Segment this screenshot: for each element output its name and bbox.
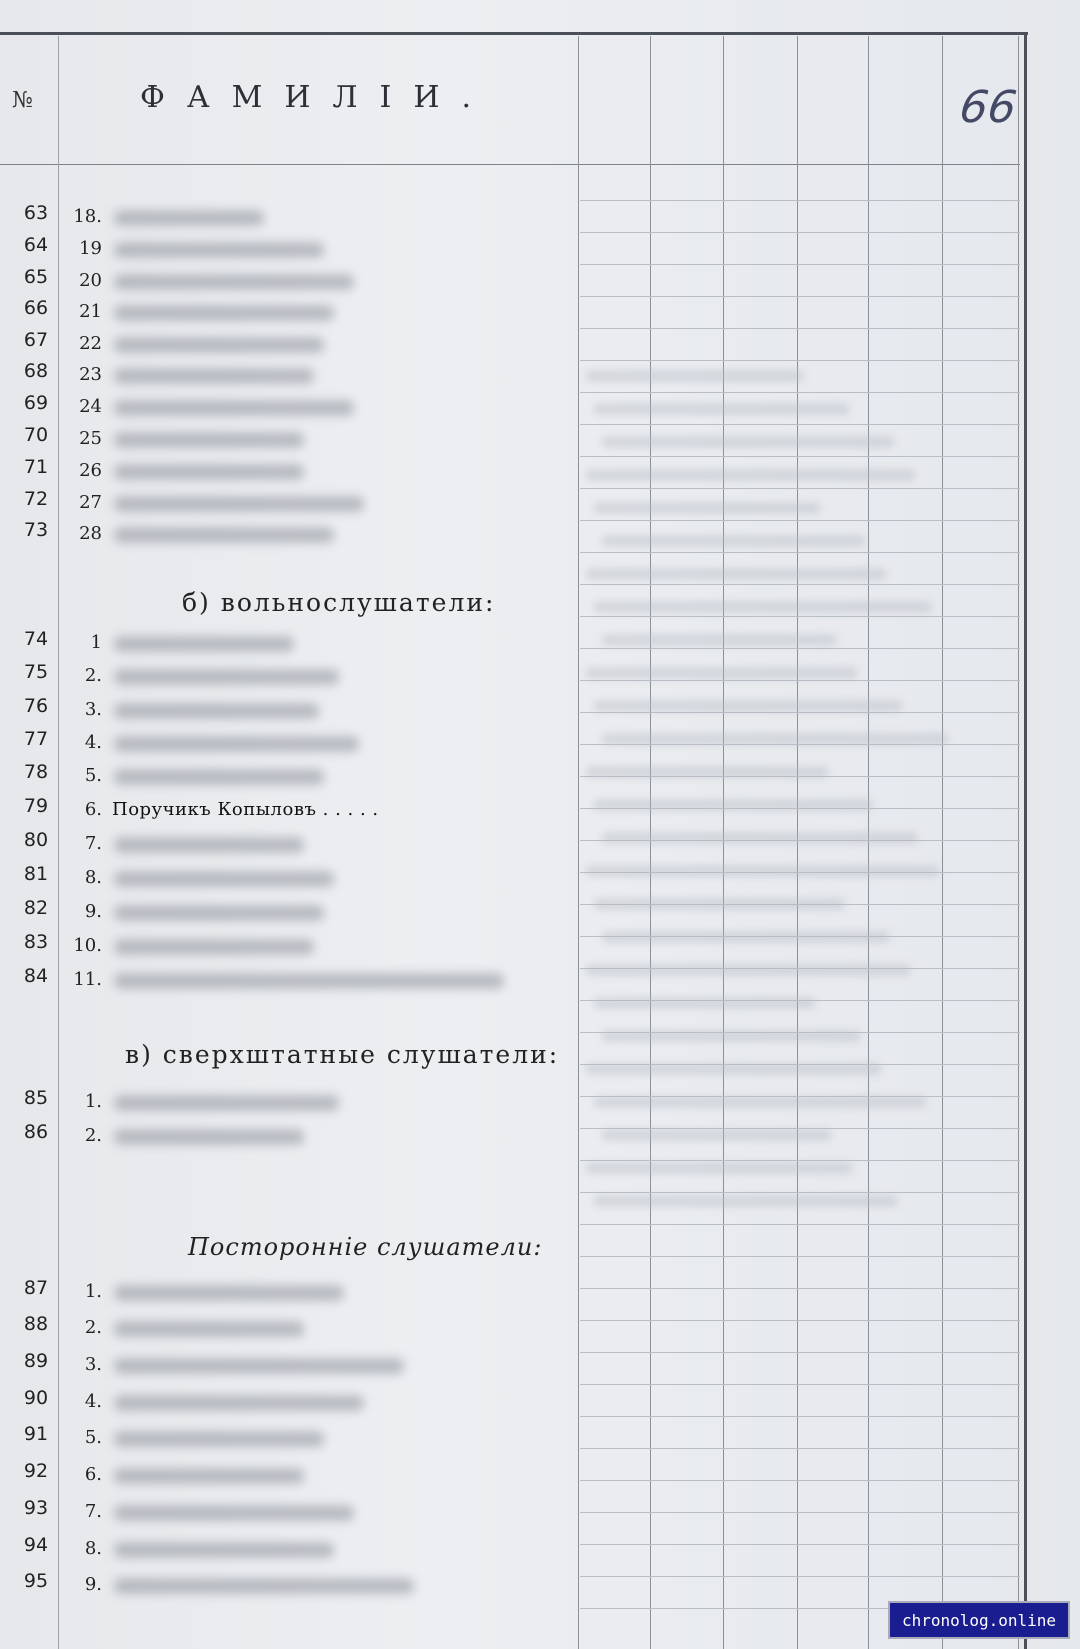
bleed-through-line [601, 436, 895, 448]
row-number: 86 [23, 1121, 49, 1143]
sub-number: 26 [79, 460, 102, 481]
grid-row-line [580, 584, 1020, 585]
redacted-name [114, 905, 324, 921]
bleed-through-line [593, 1195, 898, 1207]
redacted-name [114, 496, 364, 512]
bleed-through-line [593, 502, 821, 514]
redacted-name [114, 464, 304, 480]
redacted-name [114, 1395, 364, 1411]
redacted-name [114, 939, 314, 955]
student-name: Поручикъ Копыловъ . . . . . [112, 799, 379, 820]
row-number: 75 [23, 661, 49, 683]
sub-number: 19 [79, 238, 102, 259]
grid-row-line [580, 456, 1020, 457]
redacted-name [114, 368, 314, 384]
bleed-through-line [585, 568, 887, 580]
redacted-name [114, 1129, 304, 1145]
bleed-through-line [601, 1030, 861, 1042]
redacted-name [114, 636, 294, 652]
redacted-name [114, 210, 264, 226]
bleed-through-line [585, 1162, 853, 1174]
grid-row-line [580, 552, 1020, 553]
row-number: 90 [23, 1387, 49, 1409]
sub-number: 3. [84, 699, 102, 720]
row-number: 82 [23, 897, 49, 919]
grid-row-line [580, 1480, 1020, 1481]
grid-row-line [580, 392, 1020, 393]
redacted-name [114, 1468, 304, 1484]
sub-number: 4. [84, 1391, 102, 1412]
grid-row-line [580, 1512, 1020, 1513]
bleed-through-line [585, 766, 829, 778]
redacted-name [114, 1542, 334, 1558]
row-number: 72 [23, 488, 49, 510]
grid-row-line [580, 616, 1020, 617]
redacted-name [114, 400, 354, 416]
row-number: 70 [23, 424, 49, 446]
redacted-name [114, 305, 334, 321]
grid-row-line [580, 296, 1020, 297]
grid-row-line [580, 1544, 1020, 1545]
grid-row-line [580, 1448, 1020, 1449]
redacted-name [114, 337, 324, 353]
bleed-through-line [593, 601, 932, 613]
section-c-title: в) сверхштатные слушатели: [125, 1040, 560, 1069]
bleed-through-line [593, 997, 816, 1009]
grid-row-line [580, 200, 1020, 201]
bleed-through-line [601, 1129, 832, 1141]
redacted-name [114, 1095, 339, 1111]
grid-row-line [580, 1576, 1020, 1577]
row-number: 85 [23, 1087, 49, 1109]
redacted-name [114, 703, 319, 719]
sub-number: 6. [84, 799, 102, 820]
grid-row-line [580, 424, 1020, 425]
redacted-name [114, 973, 504, 989]
row-number: 88 [23, 1313, 49, 1335]
grid-row-line [580, 1288, 1020, 1289]
row-number: 65 [23, 266, 49, 288]
row-number: 81 [23, 863, 49, 885]
grid-row-line [580, 1320, 1020, 1321]
redacted-name [114, 1358, 404, 1374]
row-number: 92 [23, 1460, 49, 1482]
redacted-name [114, 1578, 414, 1594]
row-number: 91 [23, 1423, 49, 1445]
bleed-through-line [585, 964, 911, 976]
sub-number: 8. [84, 1538, 102, 1559]
number-column-header: № [12, 88, 33, 113]
sub-number: 6. [84, 1464, 102, 1485]
section-d-title: Посторонніе слушатели: [188, 1233, 543, 1261]
grid-row-line [580, 232, 1020, 233]
row-number: 73 [23, 519, 49, 541]
redacted-name [114, 837, 304, 853]
grid-column-line [942, 36, 943, 1649]
sub-number: 27 [79, 492, 102, 513]
surnames-column-header: ФАМИЛІИ. [140, 80, 494, 115]
row-number: 84 [23, 965, 49, 987]
sub-number: 7. [84, 833, 102, 854]
section-b-title: б) вольнослушатели: [182, 588, 496, 617]
sub-number: 23 [79, 364, 102, 385]
row-number: 79 [23, 795, 49, 817]
sub-number: 1. [84, 1091, 102, 1112]
sub-number: 11. [73, 969, 102, 990]
grid-row-line [580, 1416, 1020, 1417]
sub-number: 1. [84, 1281, 102, 1302]
sub-number: 18. [73, 206, 102, 227]
grid-row-line [580, 680, 1020, 681]
redacted-name [114, 527, 334, 543]
row-number: 64 [23, 234, 49, 256]
handwritten-page-number: 66 [956, 82, 1020, 133]
sub-number: 2. [84, 1125, 102, 1146]
bleed-through-line [593, 700, 903, 712]
bleed-through-line [593, 403, 850, 415]
bleed-through-line [585, 1063, 882, 1075]
watermark-badge [888, 1601, 1070, 1639]
sub-number: 4. [84, 732, 102, 753]
bleed-through-line [593, 1096, 927, 1108]
redacted-name [114, 432, 304, 448]
row-number: 80 [23, 829, 49, 851]
row-number: 89 [23, 1350, 49, 1372]
bleed-through-line [585, 469, 916, 481]
row-number: 74 [23, 628, 49, 650]
grid-row-line [580, 1160, 1020, 1161]
grid-row-line [580, 520, 1020, 521]
header-separator [0, 164, 1020, 165]
bleed-through-line [585, 865, 940, 877]
sub-number: 9. [84, 1574, 102, 1595]
row-number: 67 [23, 329, 49, 351]
grid-row-line [580, 648, 1020, 649]
sub-number: 5. [84, 1427, 102, 1448]
bleed-through-line [593, 898, 845, 910]
row-number: 63 [23, 202, 49, 224]
sub-number: 21 [79, 301, 102, 322]
sub-number: 3. [84, 1354, 102, 1375]
row-number: 71 [23, 456, 49, 478]
grid-row-line [580, 712, 1020, 713]
watermark-text: chronolog.online [901, 1610, 1057, 1630]
redacted-name [114, 242, 324, 258]
bleed-through-line [601, 832, 919, 844]
bleed-through-line [601, 535, 866, 547]
grid-row-line [580, 1224, 1020, 1225]
bleed-through-line [601, 733, 948, 745]
redacted-name [114, 1431, 324, 1447]
sub-number: 20 [79, 270, 102, 291]
row-number: 68 [23, 360, 49, 382]
grid-row-line [580, 1256, 1020, 1257]
sub-number: 9. [84, 901, 102, 922]
grid-row-line [580, 328, 1020, 329]
sub-number: 22 [79, 333, 102, 354]
redacted-name [114, 669, 339, 685]
bleed-through-line [601, 634, 837, 646]
row-number: 87 [23, 1277, 49, 1299]
redacted-name [114, 871, 334, 887]
row-number: 78 [23, 761, 49, 783]
sub-number: 5. [84, 765, 102, 786]
bleed-through-line [585, 667, 858, 679]
sub-number: 2. [84, 1317, 102, 1338]
sub-number: 7. [84, 1501, 102, 1522]
row-number: 95 [23, 1570, 49, 1592]
number-column-separator [58, 36, 59, 1649]
row-number: 94 [23, 1534, 49, 1556]
row-number: 93 [23, 1497, 49, 1519]
grid-row-line [580, 1384, 1020, 1385]
redacted-name [114, 1505, 354, 1521]
top-border [0, 32, 1028, 35]
bleed-through-line [601, 931, 890, 943]
bleed-through-line [585, 370, 805, 382]
row-number: 76 [23, 695, 49, 717]
grid-column-line [1018, 36, 1019, 1649]
grid-row-line [580, 360, 1020, 361]
sub-number: 8. [84, 867, 102, 888]
sub-number: 25 [79, 428, 102, 449]
grid-row-line [580, 488, 1020, 489]
right-border [1024, 32, 1027, 1649]
grid-row-line [580, 264, 1020, 265]
grid-row-line [580, 1192, 1020, 1193]
grid-column-line [578, 36, 579, 1649]
redacted-name [114, 274, 354, 290]
row-number: 69 [23, 392, 49, 414]
sub-number: 10. [73, 935, 102, 956]
redacted-name [114, 1321, 304, 1337]
redacted-name [114, 736, 359, 752]
grid-row-line [580, 1352, 1020, 1353]
redacted-name [114, 1285, 344, 1301]
sub-number: 1 [90, 632, 102, 653]
sub-number: 28 [79, 523, 102, 544]
sub-number: 24 [79, 396, 102, 417]
row-number: 66 [23, 297, 49, 319]
sub-number: 2. [84, 665, 102, 686]
row-number: 83 [23, 931, 49, 953]
redacted-name [114, 769, 324, 785]
row-number: 77 [23, 728, 49, 750]
bleed-through-line [593, 799, 874, 811]
